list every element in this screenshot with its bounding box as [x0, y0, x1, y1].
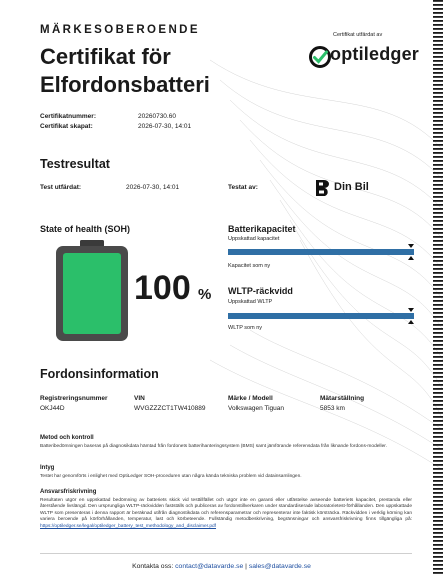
- certificate-created-label: Certifikat skapat:: [40, 123, 93, 130]
- din-bil-mark-icon: [315, 179, 331, 197]
- wltp-bar-track: [228, 313, 414, 319]
- footer-contact: [0, 563, 443, 570]
- disclaimer-body: Resultaten utgör en uppskattad bedömning av batteriets skick vid testtillfället och utgör inte en garanti eller utfästelse avseende batteriets kapacitet, prestanda eller återstående livslängd. Den ursprungliga WLTP-räckvidden fastställs och publiceras av fordonstillverkaren under standardiserade laboratorietest-förhållanden. Den uppskattade WLTP som presenteras i denna rapport är beräknad utifrån diagnostikdata och referensparametrar och representerar inte faktisk körsträcka. Räckvidden i verklig körning kan variera beroende på körförhållanden, temperatur, last och körbeteende. Fullständig metodbeskrivning, begränsningar och ansvarsfriskrivning finns tillgängliga på:: [40, 498, 412, 523]
- certificate-created-value: 2026-07-30, 14:01: [138, 123, 192, 130]
- estimated-capacity-label: Uppskattad kapacitet: [228, 236, 280, 242]
- test-date-label: Test utfärdat:: [40, 184, 82, 191]
- wltp-new-marker: [408, 320, 414, 324]
- contact-email-link[interactable]: contact@datavarde.se: [175, 563, 244, 570]
- contact-separator: |: [245, 563, 247, 570]
- soh-heading: State of health (SOH): [40, 224, 131, 234]
- make-model-value: Volkswagen Tiguan: [228, 405, 285, 412]
- test-date-value: 2026-07-30, 14:01: [126, 184, 180, 191]
- wltp-bar-fill: [228, 313, 414, 319]
- soh-value: 100: [134, 269, 191, 307]
- capacity-estimated-marker: [408, 244, 414, 248]
- wltp-range-heading: WLTP-räckvidd: [228, 286, 293, 296]
- method-heading: Metod och kontroll: [40, 435, 94, 441]
- vin-value: WVGZZZCT1TW410889: [134, 405, 206, 412]
- din-bil-logo: [315, 179, 385, 197]
- brand-independent-label: MÄRKESOBEROENDE: [40, 24, 200, 36]
- sales-email-link[interactable]: sales@datavarde.se: [248, 563, 311, 570]
- certificate-number-label: Certifikatnummer:: [40, 113, 96, 120]
- method-text: Batteribedömningen baseras på diagnosikdata hämtad från fordonets batterihanteringssystem (BMS) samt jämförande referensdata från liknande fordons-modeller.: [40, 444, 387, 449]
- optiledger-check-icon: [308, 45, 332, 69]
- vehicle-info-heading: Fordonsinformation: [40, 367, 159, 381]
- registration-label: Registreringsnummer: [40, 395, 108, 402]
- page-title-line1: Certifikat för: [40, 44, 171, 69]
- decorative-edge-stripes: [429, 0, 443, 575]
- optiledger-logo-text: optiledger: [330, 44, 420, 64]
- estimated-wltp-label: Uppskattad WLTP: [228, 299, 273, 305]
- page-title-line2: Elfordonsbatteri: [40, 72, 210, 97]
- battery-fill: [63, 253, 121, 334]
- contact-label: Kontakta oss:: [132, 563, 174, 570]
- registration-value: OKJ44D: [40, 405, 65, 412]
- soh-unit: %: [198, 286, 212, 303]
- footer-divider: [40, 553, 412, 554]
- disclaimer-link[interactable]: https://optiledger.se/legal/optiledger_battery_test_methodology_and_disclaimer.pdf: [40, 523, 217, 529]
- tested-by-label: Testat av:: [228, 184, 258, 191]
- optiledger-logo: [308, 44, 418, 70]
- vin-label: VIN: [134, 395, 145, 402]
- capacity-bar-track: [228, 249, 414, 255]
- battery-icon: [55, 240, 129, 342]
- disclaimer-text: [40, 498, 412, 530]
- issued-by-label: Certifikat utfärdat av: [333, 32, 383, 38]
- certificate-number-value: 20260730.60: [138, 113, 176, 120]
- attestation-text: Testet har genomförts i enlighet med OptiLedger SOH-proceduren utan några kända tekniska problem vid datainsamlingen.: [40, 474, 302, 479]
- capacity-new-marker: [408, 256, 414, 260]
- odometer-value: 5853 km: [320, 405, 345, 412]
- capacity-as-new-label: Kapacitet som ny: [228, 263, 271, 269]
- attestation-heading: Intyg: [40, 465, 55, 471]
- odometer-label: Mätarställning: [320, 395, 365, 402]
- wltp-as-new-label: WLTP som ny: [228, 325, 263, 331]
- battery-capacity-heading: Batterikapacitet: [228, 224, 296, 234]
- disclaimer-heading: Ansvarsfriskrivning: [40, 489, 97, 495]
- test-result-heading: Testresultat: [40, 157, 110, 171]
- make-model-label: Märke / Modell: [228, 395, 273, 402]
- din-bil-logo-text: Din Bil: [334, 181, 369, 193]
- wltp-estimated-marker: [408, 308, 414, 312]
- capacity-bar-fill: [228, 249, 414, 255]
